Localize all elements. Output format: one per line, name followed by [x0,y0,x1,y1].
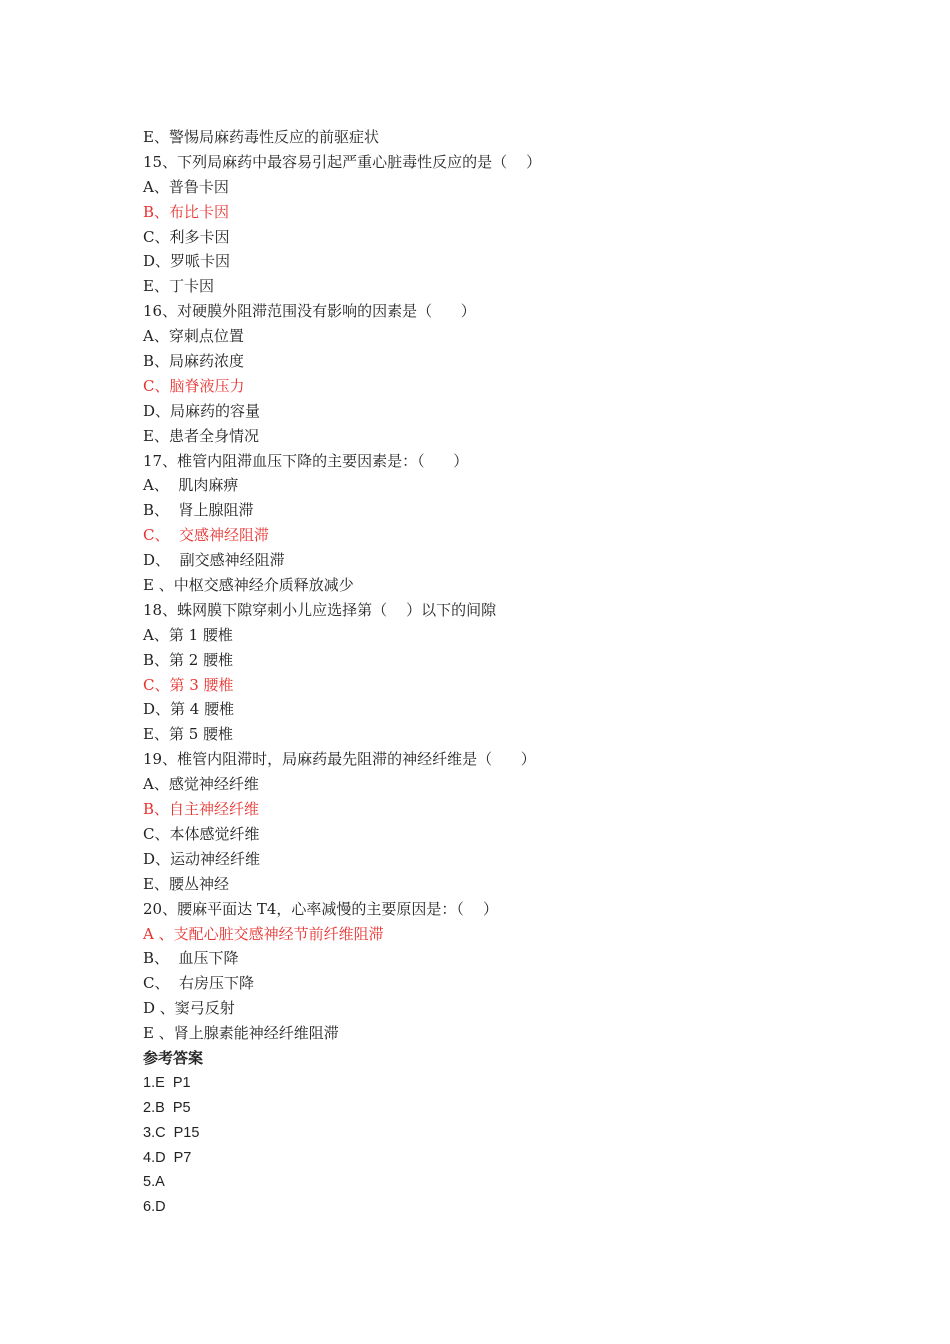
answer-option: A、普鲁卡因 [143,177,229,196]
answer-option: D 、窦弓反射 [143,999,235,1018]
question-text: 15、下列局麻药中最容易引起严重心脏毒性反应的是（ ） [143,152,542,171]
answer-option: E、患者全身情况 [143,426,259,445]
answer-option: B、 血压下降 [143,949,239,968]
answer-option: B、 肾上腺阻滞 [143,501,254,520]
answer-option: A、 肌肉麻痹 [143,476,239,495]
answer-option: E、丁卡因 [143,277,214,296]
question-text: 20、腰麻平面达 T4，心率减慢的主要原因是：（ ） [143,899,498,918]
answer-option: D、运动神经纤维 [143,849,261,868]
answer-option: B、第 2 腰椎 [143,650,234,669]
correct-answer-option: B、布比卡因 [143,202,230,221]
correct-answer-option: B、自主神经纤维 [143,800,260,819]
question-text: 17、椎管内阻滞血压下降的主要因素是：（ ） [143,451,469,470]
answer-option: D、局麻药的容量 [143,401,261,420]
answer-option: D、第 4 腰椎 [143,700,235,719]
answer-option: E 、中枢交感神经介质释放减少 [143,576,354,595]
answer-key-item: 6.D [143,1199,166,1216]
answer-option: E、腰丛神经 [143,874,229,893]
correct-answer-option: C、 交感神经阻滞 [143,526,270,545]
answer-option: D、罗哌卡因 [143,252,231,271]
answer-option: E、警惕局麻药毒性反应的前驱症状 [143,128,379,146]
question-text: 16、对硬膜外阻滞范围没有影响的因素是（ ） [143,302,476,321]
answer-option: C、本体感觉纤维 [143,824,260,843]
question-text: 18、蛛网膜下隙穿刺小儿应选择第（ ）以下的间隙 [143,600,497,619]
answer-option: E、第 5 腰椎 [143,725,234,744]
correct-answer-option: C、第 3 腰椎 [143,675,234,694]
answer-option: E 、肾上腺素能神经纤维阻滞 [143,1024,339,1043]
answer-option: A、穿刺点位置 [143,327,244,346]
section-heading: 参考答案 [143,1048,204,1067]
correct-answer-option: C、脑脊液压力 [143,376,245,395]
answer-key-item: 4.D P7 [143,1149,192,1166]
answer-key-item: 3.C P15 [143,1124,200,1141]
answer-key-item: 1.E P1 [143,1074,191,1091]
question-text: 19、椎管内阻滞时，局麻药最先阻滞的神经纤维是（ ） [143,750,536,769]
document-body [143,125,823,1220]
answer-option: C、 右房压下降 [143,974,255,993]
answer-option: A、第 1 腰椎 [143,625,233,644]
answer-option: B、局麻药浓度 [143,352,245,371]
answer-option: A、感觉神经纤维 [143,775,259,794]
answer-option: D、 副交感神经阻滞 [143,551,285,570]
answer-key-item: 2.B P5 [143,1099,191,1116]
answer-option: C、利多卡因 [143,227,230,246]
answer-key-item: 5.A [143,1174,165,1191]
correct-answer-option: A 、支配心脏交感神经节前纤维阻滞 [143,924,384,943]
